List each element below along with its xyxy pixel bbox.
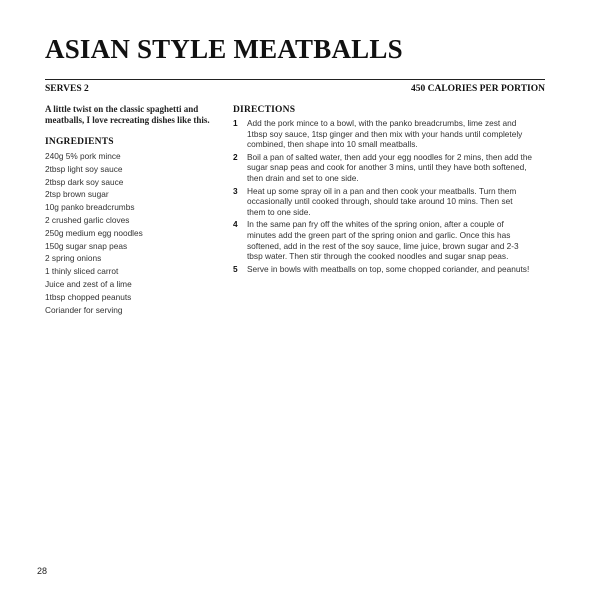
ingredients-heading: INGREDIENTS xyxy=(45,137,114,147)
recipe-title: ASIAN STYLE MEATBALLS xyxy=(45,34,403,64)
direction-step xyxy=(233,264,533,275)
recipe-meta-bar xyxy=(45,79,545,95)
ingredient-item: 1tbsp chopped peanuts xyxy=(45,291,132,302)
step-number: 4 xyxy=(233,219,238,230)
directions-list xyxy=(233,118,533,274)
ingredient-item: 2 spring onions xyxy=(45,253,102,264)
step-text: Add the pork mince to a bowl, with the panko breadcrumbs, lime zest and 1tbsp soy sauce, 1tsp ginger and then mix with your hands until completely combined, then shape into 10 small meatballs. xyxy=(247,118,523,150)
left-column xyxy=(45,104,225,316)
step-text: Boil a pan of salted water, then add your egg noodles for 2 mins, then add the sugar snap peas and cook for another 3 mins, until they have both softened, then drain and set to one side. xyxy=(247,151,533,183)
right-column xyxy=(233,104,533,276)
step-text: In the same pan fry off the whites of the spring onion, after a couple of minutes add the green part of the spring onion and garlic. Once this has softened, add in the rest of the soy sauce, lime juice, brown sugar and 2-3 tbsp water. Then stir through the cooked noodles and sugar snap peas. xyxy=(247,219,519,262)
ingredient-item: 250g medium egg noodles xyxy=(45,227,143,238)
serves-label: SERVES 2 xyxy=(45,84,89,94)
ingredient-item: Juice and zest of a lime xyxy=(45,278,132,289)
direction-step xyxy=(233,118,533,150)
directions-heading: DIRECTIONS xyxy=(233,105,296,115)
step-number: 5 xyxy=(233,263,238,274)
step-text: Serve in bowls with meatballs on top, some chopped coriander, and peanuts! xyxy=(247,263,530,274)
ingredient-item: 10g panko breadcrumbs xyxy=(45,202,135,213)
step-number: 3 xyxy=(233,185,238,196)
direction-step xyxy=(233,152,533,184)
ingredient-item: Coriander for serving xyxy=(45,304,123,315)
ingredient-item: 2tsp brown sugar xyxy=(45,189,109,200)
calories-label: 450 CALORIES PER PORTION xyxy=(410,84,545,94)
ingredient-item: 240g 5% pork mince xyxy=(45,151,121,161)
ingredient-item: 2 crushed garlic cloves xyxy=(45,214,130,225)
direction-step xyxy=(233,186,533,218)
ingredient-item: 150g sugar snap peas xyxy=(45,240,128,251)
step-text: Heat up some spray oil in a pan and then cook your meatballs. Turn them occasionally until cooked through, should take around 10 mins. Then set them to one side. xyxy=(247,185,517,217)
direction-step xyxy=(233,219,533,261)
ingredient-item: 1 thinly sliced carrot xyxy=(45,266,119,277)
step-number: 1 xyxy=(233,118,238,128)
ingredient-item: 2tbsp dark soy sauce xyxy=(45,176,124,187)
ingredient-item: 2tbsp light soy sauce xyxy=(45,163,123,174)
step-number: 2 xyxy=(233,151,238,162)
ingredients-list xyxy=(45,150,225,316)
page-number: 28 xyxy=(37,566,48,576)
recipe-intro: A little twist on the classic spaghetti and meatballs, I love recreating dishes like this. xyxy=(45,104,210,125)
